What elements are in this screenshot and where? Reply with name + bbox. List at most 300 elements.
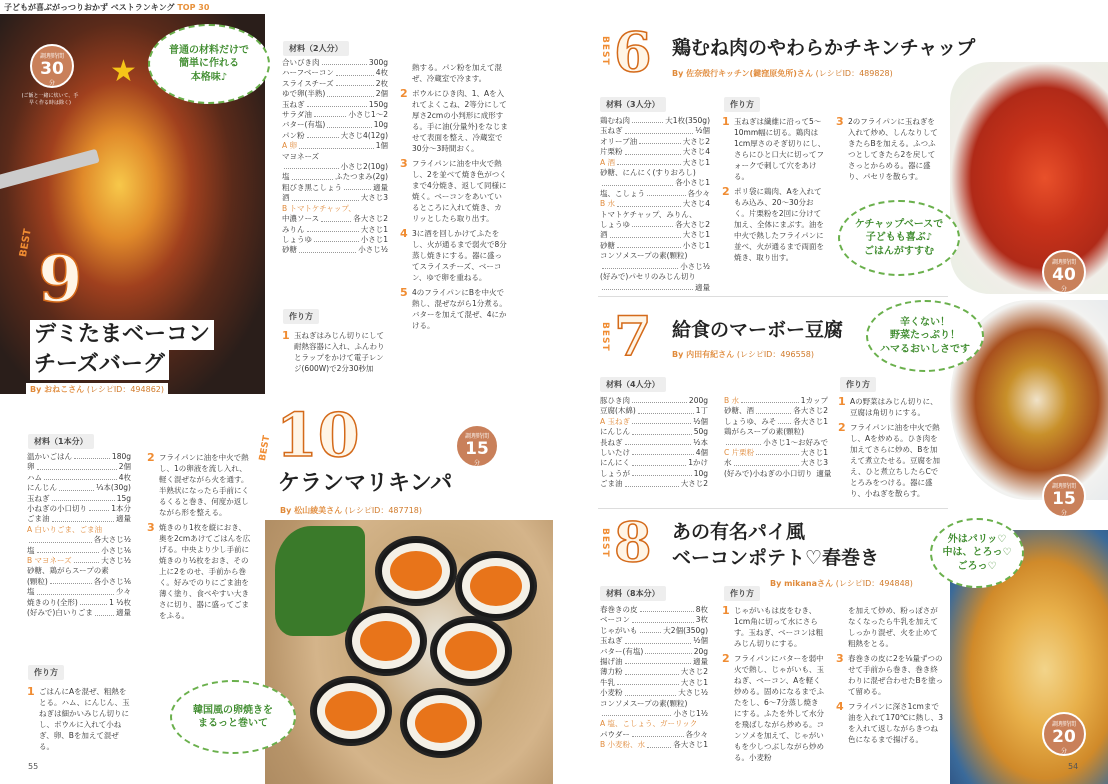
- ingredient-name: しょうゆ: [282, 234, 312, 244]
- recipe-10-ingredients: [27, 452, 131, 619]
- divider: [598, 296, 948, 297]
- ingredient-row: [724, 417, 828, 427]
- leader-dots: [726, 438, 761, 445]
- leader-dots: [625, 126, 694, 133]
- recipe-8-best: BEST: [600, 528, 610, 558]
- ingredient-name: 塩: [282, 172, 290, 182]
- recipe-10-ingredients-label: 材料（1本分）: [28, 434, 94, 449]
- ingredient-name: 粗びき黒こしょう: [282, 182, 342, 192]
- ingredient-row: [27, 473, 131, 483]
- leader-dots: [625, 688, 677, 695]
- time-label: 調理時間: [1051, 721, 1076, 728]
- ingredient-name: スライスチーズ: [282, 78, 334, 88]
- leader-dots: [314, 235, 359, 242]
- ingredient-amount: 適量: [116, 514, 131, 524]
- header-title: 子どもが喜ぶがっつりおかず ベストランキング: [4, 3, 175, 12]
- ingredient-name: マヨネーズ: [282, 151, 320, 161]
- time-note: (ご飯と一緒に炊いて、手早く作る時は除く): [21, 93, 79, 106]
- leader-dots: [307, 131, 339, 138]
- ingredient-row: [600, 448, 708, 458]
- leader-dots: [322, 58, 367, 65]
- ingredient-row: [600, 699, 708, 709]
- ingredient-name: A 塩、こしょう、ガーリック: [600, 719, 698, 729]
- ingredient-row: [600, 469, 708, 479]
- leader-dots: [632, 396, 687, 403]
- time-label: 調理時間: [464, 433, 489, 440]
- ingredient-amount: ⅓本(30g): [96, 483, 131, 493]
- ingredient-name: ハム: [27, 472, 42, 482]
- leader-dots: [632, 458, 686, 465]
- time-unit: 分: [48, 80, 55, 87]
- ingredient-amount: 大さじ3: [360, 193, 388, 203]
- recipe-9-steps-col1: 1 玉ねぎはみじん切りにして耐熱容器に入れ、ふんわりとラップをかけて電子レンジ(600W)で2分30秒加: [282, 330, 388, 378]
- ingredient-row: [600, 438, 708, 448]
- recipe-8-time-badge: [1042, 712, 1086, 756]
- recipe-10-bubble: 韓国風の卵焼きを まるっと巻いて: [170, 680, 296, 754]
- recipe-7-best: BEST: [600, 322, 610, 352]
- ingredient-row: [282, 225, 388, 235]
- ingredient-amount: 大さじ1: [800, 448, 828, 458]
- ingredient-row: [282, 58, 388, 68]
- leader-dots: [284, 162, 339, 169]
- ingredient-name: トマトケチャップ、みりん、: [600, 209, 697, 219]
- recipe-6-ingredients: [600, 116, 710, 293]
- ingredient-amount: 各大さじ1: [793, 416, 828, 426]
- ingredient-name: じゃがいも: [600, 625, 638, 635]
- recipe-10-time-badge: [455, 424, 499, 468]
- ingredient-row: [27, 452, 131, 462]
- ingredient-row: [600, 241, 710, 251]
- ingredient-amount: 小さじ1: [360, 234, 388, 244]
- ingredient-name: ゆで卵(半熟): [282, 89, 326, 99]
- ingredient-amount: 2個: [118, 462, 131, 472]
- ingredient-row: [27, 525, 131, 535]
- ingredient-row: [27, 535, 131, 545]
- ingredient-name: (好みで)小ねぎの小口切り: [724, 468, 813, 478]
- header-top-label: TOP 30: [177, 3, 210, 12]
- recipe-10-steps-col1: 1 ごはんにAを混ぜ、粗熱をとる。ハム、にんじん、玉ねぎは細かいみじん切りにし、ボウルに入れて小ねぎ、卵、Bを加えて混ぜる。: [27, 686, 133, 756]
- ingredient-amount: 大さじ4: [682, 147, 710, 157]
- ingredient-name: 酒: [600, 230, 608, 240]
- leader-dots: [327, 89, 373, 96]
- ingredient-amount: ½個: [693, 416, 708, 426]
- ingredient-name: 塩: [27, 587, 35, 597]
- recipe-7-ingredients-label: 材料（4人分）: [600, 377, 666, 392]
- leader-dots: [299, 245, 356, 252]
- ingredient-amount: 1本分: [111, 504, 131, 514]
- recipe-8-ingredients-label: 材料（8本分）: [600, 586, 666, 601]
- leader-dots: [645, 647, 691, 654]
- step-text: を加えて炒め、粉っぽさがなくなったら牛乳を加えてしっかり混ぜ、火を止めて粗熱をとる。: [848, 606, 938, 648]
- ingredient-row: [27, 566, 131, 576]
- leader-dots: [625, 636, 692, 643]
- recipe-6-byline: [672, 68, 893, 79]
- time-label: 調理時間: [1051, 483, 1076, 490]
- ingredient-name: 温かいごはん: [27, 452, 72, 461]
- ingredient-amount: 適量: [816, 468, 832, 478]
- leader-dots: [625, 479, 679, 486]
- ingredient-amount: 1丁: [695, 406, 708, 416]
- step-text: ごはんにAを混ぜ、粗熱をとる。ハム、にんじん、玉ねぎは細かいみじん切りにし、ボウルに入れて小ねぎ、卵、Bを加えて混ぜる。: [39, 687, 130, 751]
- leader-dots: [80, 598, 107, 605]
- time-unit: 分: [473, 460, 480, 467]
- ingredient-amount: 10g: [373, 120, 388, 130]
- leader-dots: [639, 137, 681, 144]
- ingredient-amount: 1 ½枚: [109, 597, 131, 607]
- ingredient-row: [600, 647, 708, 657]
- ingredient-row: [282, 120, 388, 130]
- ingredient-amount: ½個: [693, 636, 708, 646]
- ingredient-row: [600, 158, 710, 168]
- ingredient-row: [600, 479, 708, 489]
- ingredient-name: パン粉: [282, 130, 305, 140]
- ingredient-amount: 10g: [693, 468, 708, 478]
- leader-dots: [632, 448, 694, 455]
- ingredient-name: 揚げ油: [600, 657, 623, 667]
- ingredient-amount: ふたつまみ(2g): [335, 172, 388, 182]
- ingredient-amount: 大さじ2: [680, 667, 708, 677]
- time-value: 30: [40, 59, 64, 79]
- leader-dots: [307, 100, 367, 107]
- leader-dots: [741, 396, 799, 403]
- ingredient-name: 卵: [27, 462, 35, 472]
- recipe-6-steps-col2: 3 2のフライパンに玉ねぎを入れて炒め、しんなりしてきたらBを加える。ふつふつとしてきたら2を戻してさっとからめる。器に盛り、パセリを散らす。: [836, 116, 940, 186]
- ingredient-row: [282, 193, 388, 203]
- recipe-6-bubble: ケチャップベースで 子どもも喜ぶ♪ ごはんがすすむ: [838, 200, 960, 276]
- recipe-6-ingredients-label: 材料（3人分）: [600, 97, 666, 112]
- recipe-10-best: BEST: [258, 434, 273, 462]
- ingredient-name: 鶏むね肉: [600, 116, 630, 125]
- ingredient-row: [27, 494, 131, 504]
- ingredient-name: バター(有塩): [600, 646, 644, 656]
- recipe-id: (レシピID：496558): [736, 350, 815, 359]
- ingredient-amount: 各小さじ⅙: [93, 576, 131, 586]
- ingredient-amount: 150g: [368, 99, 388, 109]
- recipe-7-byline: [672, 349, 814, 360]
- ingredient-amount: 各大さじ½: [93, 535, 131, 545]
- recipe-8-title-line2: ベーコンポテト♡春巻き: [672, 547, 880, 569]
- ingredient-row: [724, 468, 832, 479]
- kimbap-slice: [400, 688, 482, 758]
- time-label: 調理時間: [39, 53, 64, 60]
- recipe-id: (レシピID：494848): [835, 579, 913, 588]
- ingredient-name: しいたけ: [600, 448, 630, 458]
- ingredient-amount: 小さじ2(10g): [340, 162, 388, 172]
- ingredient-amount: 小さじ1〜お好みで: [763, 437, 828, 447]
- ingredient-name: しょうゆ: [600, 220, 630, 230]
- leader-dots: [625, 438, 692, 445]
- divider: [598, 508, 948, 509]
- ingredient-amount: 大さじ½: [101, 556, 131, 566]
- ingredient-amount: 小さじ1: [682, 240, 710, 250]
- leader-dots: [638, 406, 694, 413]
- leader-dots: [50, 577, 92, 584]
- ingredient-amount: 180g: [111, 452, 131, 461]
- ingredient-name: バター(有塩): [282, 120, 326, 130]
- ingredient-row: [27, 514, 131, 524]
- step-text: じゃがいもは皮をむき、1cm角に切って水にさらす。玉ねぎ、ベーコンは粗みじん切りにする。: [734, 606, 824, 648]
- time-label: 調理時間: [1051, 259, 1076, 266]
- ingredient-row: [282, 235, 388, 245]
- leader-dots: [37, 462, 117, 469]
- recipe-9-title-line1: デミたまベーコン: [30, 320, 214, 350]
- ingredient-row: [600, 220, 710, 230]
- leader-dots: [89, 504, 109, 511]
- ingredient-row: [600, 719, 708, 729]
- leader-dots: [602, 262, 678, 269]
- ingredient-row: [27, 577, 131, 587]
- ingredient-row: [282, 89, 388, 99]
- ingredient-name: (顆粒): [27, 576, 48, 586]
- leader-dots: [59, 483, 94, 490]
- recipe-8-steps-col2: を加えて炒め、粉っぽさがなくなったら牛乳を加えてしっかり混ぜ、火を止めて粗熱をとる。 3 春巻きの皮に2を⅛量ずつのせて手前から巻き、巻き終わりに混ぜ合わせたBを塗って留める。 4 フライパンに深さ1cmまで油を入れて170℃に熱し、3を入れて返しながらきつね色になるまで揚げる。: [836, 606, 944, 744]
- leader-dots: [632, 417, 691, 424]
- step-text: Aの野菜はみじん切りに、豆腐は角切りにする。: [850, 397, 938, 417]
- ingredient-name: 砂糖、にんにく(すりおろし): [600, 168, 696, 178]
- ingredient-name: 塩、こしょう: [600, 188, 645, 198]
- leader-dots: [647, 740, 671, 747]
- ingredient-row: [600, 417, 708, 427]
- ingredient-amount: 2個: [375, 89, 388, 99]
- ingredient-name: 豆腐(木綿): [600, 406, 636, 416]
- recipe-9-steps-label: 作り方: [283, 309, 319, 324]
- recipe-7-title: 給食のマーボー豆腐: [672, 319, 844, 341]
- ingredient-amount: 4個: [695, 448, 708, 458]
- ingredient-row: [600, 406, 708, 416]
- leader-dots: [632, 469, 692, 476]
- ingredient-amount: 適量: [693, 657, 708, 667]
- leader-dots: [640, 605, 694, 612]
- step-text: ポリ袋に鶏肉、Aを入れてもみ込み、20〜30分おく。片栗粉を2回に分けて加え、全体にまぶす。油を中火で熱したフライパンに並べ、火が通るまで両面を焼き、取り出す。: [734, 187, 824, 262]
- ingredient-name: (好みで)白いりごま: [27, 608, 93, 618]
- step-text: ボウルにひき肉、1、Aを入れてよくこね、2等分にして厚さ2cmの小判形に成形する。手に油(分量外)をなじませて表面を整え、冷蔵室で30分〜3時間おく。: [412, 89, 508, 153]
- ingredient-name: 合いびき肉: [282, 58, 320, 67]
- leader-dots: [734, 458, 799, 465]
- ingredient-row: [282, 172, 388, 182]
- lettuce-shape: [275, 526, 365, 636]
- ingredient-name: 薄力粉: [600, 667, 623, 677]
- step-text: フライパンに深さ1cmまで油を入れて170℃に熱し、3を入れて返しながらきつね色になるまで揚げる。: [848, 702, 944, 744]
- kimbap-slice: [375, 536, 457, 606]
- ingredient-amount: 大さじ3: [800, 458, 828, 468]
- recipe-10-steps-col2: 2 フライパンに油を中火で熱し、1の卵液を流し入れ、軽く混ぜながら火を通す。半熟状になったら手前にくるくると巻き、何度か返しながら形を整える。 3 焼きのり1枚を縦におき、奥を2cmあけてごはんを広げる。中央より少し手前に焼きのり½枚をおき、その上に2をのせ、手前から巻く。好みでのりにごま油を薄く塗り、食べやすい大きさに切り、器に盛ってごまをふる。: [147, 452, 253, 625]
- ingredient-name: 玉ねぎ: [600, 636, 623, 646]
- leader-dots: [610, 230, 681, 237]
- step-text: フライパンに油を中火で熱し、1の卵液を流し入れ、軽く混ぜながら火を通す。半熟状になったら手前にくるくると巻き、何度か返しながら形を整える。: [159, 453, 249, 517]
- ingredient-name: 玉ねぎ: [27, 493, 50, 503]
- ingredient-amount: 大さじ4: [682, 199, 710, 209]
- recipe-9-ingredients-label: 材料（2人分）: [283, 41, 349, 56]
- ingredient-amount: 1かけ: [688, 458, 708, 468]
- leader-dots: [37, 546, 100, 553]
- ingredient-row: [282, 110, 388, 120]
- step-text: 3に酒を回しかけてふたをし、火が通るまで弱火で8分蒸し焼きにする。器に盛ってスライスチーズ、ベーコン、ゆで卵を重ねる。: [412, 229, 507, 282]
- ingredient-name: C 片栗粉: [724, 448, 755, 458]
- ingredient-amount: 小さじ½: [680, 261, 710, 271]
- ingredient-row: [600, 283, 710, 293]
- ingredient-row: [724, 406, 828, 416]
- ingredient-amount: 適量: [116, 608, 131, 618]
- recipe-9-bubble: 普通の材料だけで 簡単に作れる 本格味♪: [148, 24, 270, 104]
- ingredient-amount: 各少々: [685, 729, 708, 739]
- ingredient-name: B 小麦粉、水: [600, 740, 646, 750]
- recipe-6-steps-col1: 1 玉ねぎは繊維に沿って5〜10mm幅に切る。鶏肉は1cm厚さのそぎ切りにし、さらにひと口大に切ってフォークで刺して穴をあける。 2 ポリ袋に鶏肉、Aを入れてもみ込み、20〜30分おく。片栗粉を2回に分けて加え、全体にまぶす。油を中火で熱したフライパンに並べ、火が通るまで両面を焼き、取り出す。: [722, 115, 826, 262]
- leader-dots: [29, 535, 92, 542]
- ingredient-name: サラダ油: [282, 110, 312, 120]
- leader-dots: [632, 427, 692, 434]
- ingredient-amount: 15g: [116, 493, 131, 503]
- step-text: 2のフライパンに玉ねぎを入れて炒め、しんなりしてきたらBを加える。ふつふつとしてきたら2を戻してさっとからめる。器に盛り、パセリを散らす。: [848, 117, 938, 181]
- ingredient-name: 豚ひき肉: [600, 396, 630, 405]
- ingredient-row: [600, 262, 710, 272]
- ingredient-name: にんじん: [27, 483, 57, 493]
- ingredient-row: [600, 137, 710, 147]
- recipe-7-rank: 7: [614, 304, 652, 368]
- ingredient-amount: 各小さじ1: [675, 178, 710, 188]
- ingredient-amount: 小さじ⅙: [101, 545, 131, 555]
- page-number-left: 55: [28, 762, 39, 771]
- ingredient-name: 水: [724, 458, 732, 468]
- leader-dots: [602, 709, 671, 716]
- ingredient-row: [600, 251, 710, 261]
- ingredient-amount: 1カップ: [800, 396, 828, 405]
- leader-dots: [625, 667, 679, 674]
- author: By 内田有紀さん: [672, 350, 735, 359]
- ingredient-row: [600, 626, 708, 636]
- recipe-9-best: BEST: [18, 227, 34, 258]
- ingredient-name: A 酒: [600, 157, 616, 167]
- ingredient-amount: 小さじ1½: [673, 709, 708, 719]
- ingredient-amount: 2枚: [375, 78, 388, 88]
- kimbap-slice: [455, 551, 537, 621]
- author: By 松山綾美さん: [280, 506, 343, 515]
- recipe-8-bubble: 外はパリッ♡ 中は、とろっ♡ ごろっ♡: [930, 518, 1024, 588]
- ingredient-row: [282, 245, 388, 255]
- ingredient-name: 砂糖: [282, 245, 297, 255]
- ingredient-row: [600, 178, 710, 188]
- ingredient-row: [282, 152, 388, 162]
- step-text: 玉ねぎはみじん切りにして耐熱容器に入れ、ふんわりとラップをかけて電子レンジ(600W)で2分30秒加: [294, 331, 385, 373]
- ingredient-row: [600, 168, 710, 178]
- ingredient-name: 砂糖、鶏がらスープの素: [27, 566, 109, 576]
- ingredient-amount: 大1枚(350g): [665, 116, 710, 125]
- recipe-9-time-badge: [30, 44, 74, 88]
- recipe-10-byline: [280, 505, 422, 516]
- ingredient-amount: 3枚: [695, 615, 708, 625]
- ingredient-amount: 大さじ2: [680, 479, 708, 489]
- ingredient-name: 砂糖、酒: [724, 406, 754, 416]
- ingredient-amount: 300g: [368, 58, 388, 67]
- leader-dots: [632, 220, 673, 227]
- recipe-7-bubble: 辛くない！ 野菜たっぷり！ ハマるおいしさです: [866, 300, 984, 372]
- ingredient-amount: 適量: [373, 182, 388, 192]
- time-value: 40: [1052, 265, 1076, 285]
- ingredient-row: [27, 587, 131, 597]
- ingredient-name: B 水: [724, 396, 740, 405]
- recipe-7-steps: 1 Aの野菜はみじん切りに、豆腐は角切りにする。 2 フライパンに油を中火で熱し、Aを炒める。ひき肉を加えてさらに炒め、Bを加えて煮立たせる。豆腐を加え、ひと煮立ちしたらCでとろみをつける。器に盛り、小ねぎを散らす。: [838, 396, 944, 503]
- leader-dots: [327, 120, 371, 127]
- ingredient-name: B マヨネーズ: [27, 556, 72, 566]
- ingredient-row: [600, 709, 708, 719]
- ingredient-name: にんじん: [600, 427, 630, 437]
- ingredient-name: 酒: [282, 193, 290, 203]
- ingredient-row: [600, 730, 708, 740]
- ingredient-name: 長ねぎ: [600, 437, 623, 447]
- ingredient-row: [724, 438, 828, 448]
- recipe-id: (レシピID：494862): [86, 385, 165, 394]
- leader-dots: [74, 556, 100, 563]
- ingredient-name: にんにく: [600, 458, 630, 468]
- ingredient-name: ベーコン: [600, 615, 630, 625]
- recipe-10-rank: 10: [276, 401, 360, 471]
- ingredient-row: [27, 598, 131, 608]
- ingredient-amount: 小さじ½: [358, 245, 388, 255]
- ingredient-amount: 大さじ1: [682, 157, 710, 167]
- ingredient-amount: 各大さじ1: [673, 740, 708, 750]
- ingredient-row: [724, 448, 828, 458]
- ingredient-name: 小ねぎの小口切り: [27, 504, 87, 514]
- leader-dots: [307, 225, 359, 232]
- ingredient-row: [600, 272, 710, 282]
- ingredient-row: [600, 657, 708, 667]
- leader-dots: [756, 406, 791, 413]
- ingredient-row: [600, 615, 708, 625]
- ingredient-row: [600, 147, 710, 157]
- ingredient-row: [600, 396, 708, 406]
- ingredient-amount: 大さじ1: [680, 677, 708, 687]
- author: By 佐奈殻行キッチン(鍵窪原免所)さん: [672, 69, 813, 78]
- ingredient-amount: 各少々: [687, 188, 710, 198]
- ingredient-name: しょうゆ、みそ: [724, 416, 777, 426]
- ingredient-row: [600, 458, 708, 468]
- leader-dots: [74, 452, 110, 459]
- leader-dots: [95, 608, 114, 615]
- ingredient-row: [282, 162, 388, 172]
- ingredient-row: [600, 678, 708, 688]
- ingredient-row: [27, 483, 131, 493]
- ingredient-row: [600, 427, 708, 437]
- leader-dots: [299, 141, 374, 148]
- ingredient-name: 小麦粉: [600, 688, 623, 698]
- recipe-8-steps-col1: 1 じゃがいもは皮をむき、1cm角に切って水にさらす。玉ねぎ、ベーコンは粗みじん切りにする。 2 フライパンにバターを弱中火で熱し、じゃがいも、玉ねぎ、ベーコン、Aを軽く炒める。固めになるまでふたをし、6〜7分蒸し焼きにする。ふたを外して水分を飛ばしながら炒める。コンソメを加えて、じゃがいもを少しつぶしながら炒める。小麦粉: [722, 604, 824, 762]
- leader-dots: [44, 473, 117, 480]
- recipe-id: (レシピID：489828): [815, 69, 893, 78]
- leader-dots: [344, 183, 371, 190]
- author: By mikanaさん: [770, 579, 833, 588]
- step-text: 春巻きの皮に2を⅛量ずつのせて手前から巻き、巻き終わりに混ぜ合わせたBを塗って留める。: [848, 654, 944, 696]
- ingredient-name: A 玉ねぎ: [600, 416, 631, 426]
- time-value: 15: [465, 439, 489, 459]
- ingredient-amount: ½本: [693, 437, 708, 447]
- recipe-9-byline: [26, 383, 168, 396]
- leader-dots: [647, 189, 686, 196]
- leader-dots: [314, 110, 347, 117]
- ingredient-row: [600, 636, 708, 646]
- ingredient-amount: 1個: [375, 141, 388, 151]
- ingredient-name: A 卵: [282, 141, 298, 151]
- step-text: 熱する。パン粉を加えて混ぜ、冷蔵室で冷ます。: [412, 63, 502, 83]
- ingredient-row: [600, 210, 710, 220]
- ingredient-amount: 4枚: [118, 472, 131, 482]
- star-pick-icon: ★: [110, 54, 137, 89]
- ingredient-row: [282, 214, 388, 224]
- ingredient-row: [27, 556, 131, 566]
- ingredient-name: 焼きのり(全形): [27, 597, 78, 607]
- ingredient-row: [600, 230, 710, 240]
- recipe-6-rank: 6: [614, 20, 652, 84]
- ingredient-name: 塩: [27, 545, 35, 555]
- leader-dots: [632, 116, 663, 123]
